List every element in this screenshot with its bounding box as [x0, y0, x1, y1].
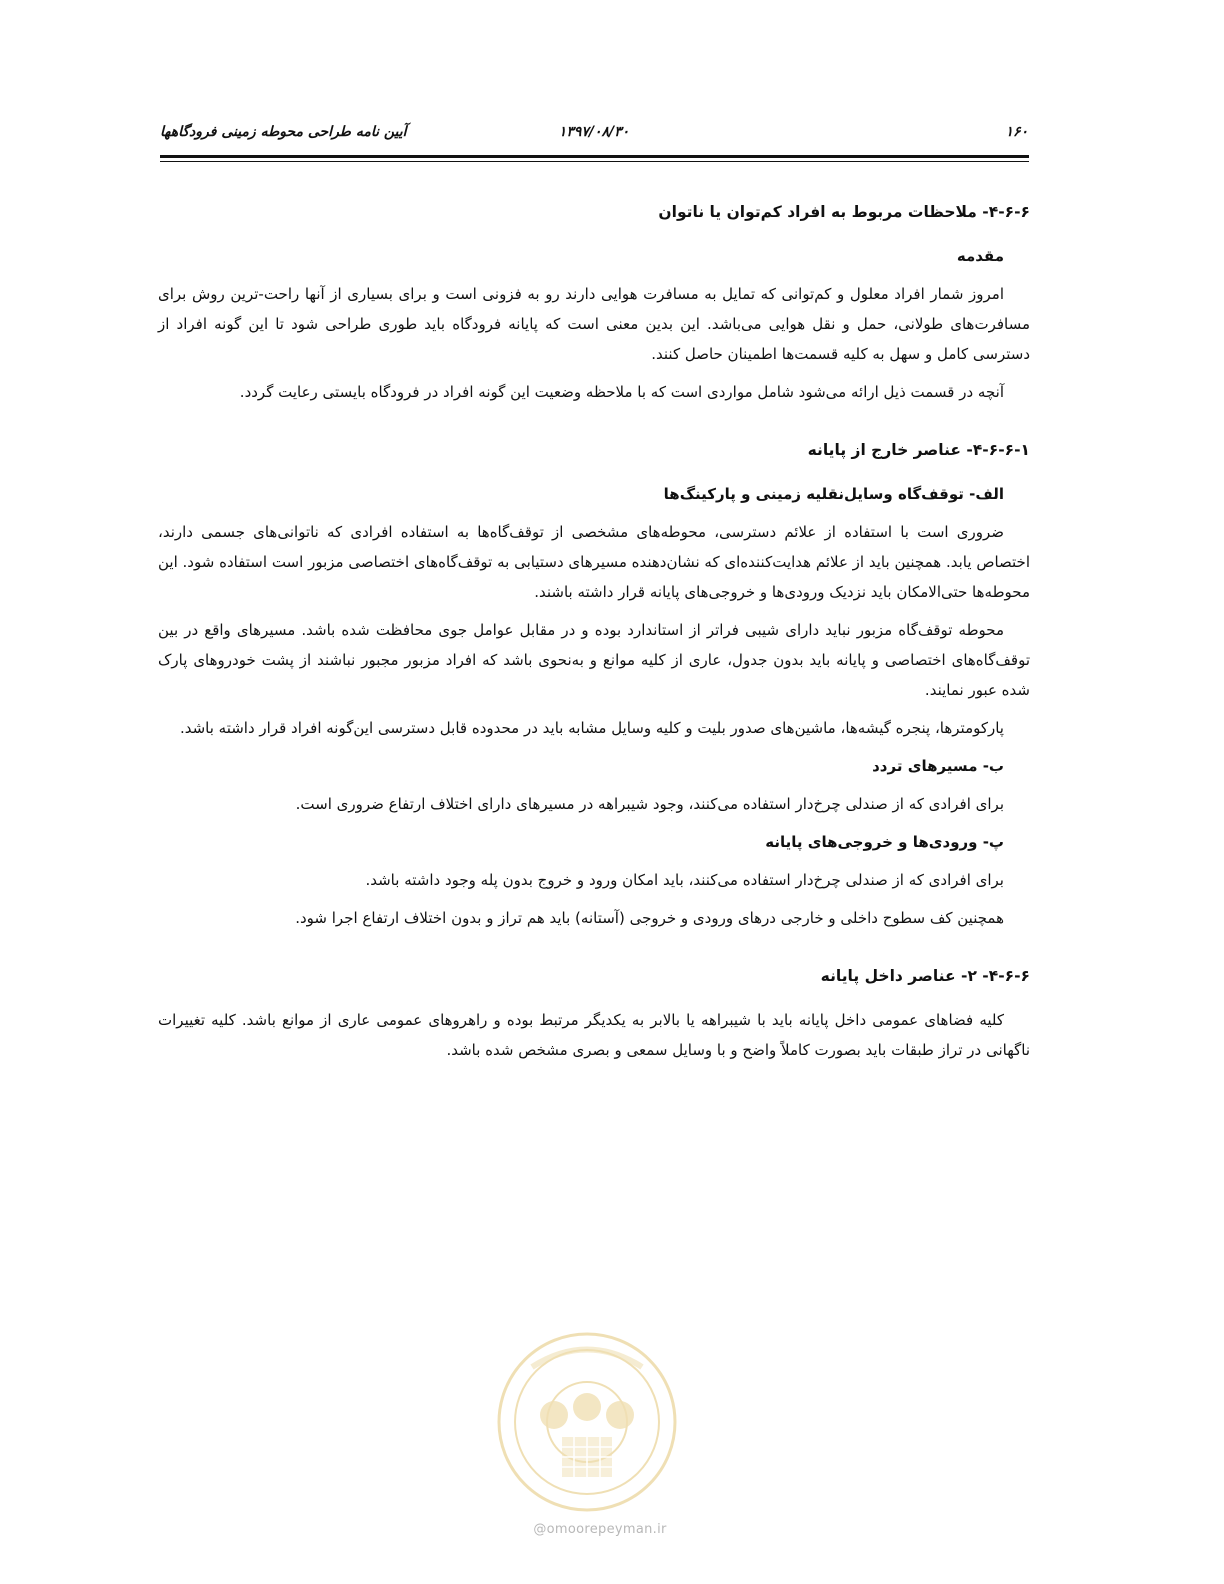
intro-heading: مقدمه — [956, 247, 1004, 265]
paragraph: همچنین کف سطوح داخلی و خارجی درهای ورودی و خروجی (آستانه) باید هم تراز و بدون اختلاف ارتفاع اجرا شود. — [295, 909, 1004, 927]
paragraph: پارکومترها، پنجره گیشه‌ها، ماشین‌های صدور بلیت و کلیه وسایل مشابه باید در محدوده قابل دسترسی این‌گونه افراد قرار داشته باشد. — [179, 719, 1004, 737]
subsection-heading: پ- ورودی‌ها و خروجی‌های پایانه — [765, 833, 1004, 851]
paragraph: محوطه توقف‌گاه مزبور نباید دارای شیبی فراتر از استاندارد بوده و در مقابل عوامل جوی محافظت شده باشد. مسیرهای واقع در بین توقف‌گاه‌های اختصاصی و پایانه باید بدون جدول، عاری از کلیه موانع و به‌نحوی باشد که افراد مزبور مجبور نباشند از پشت خودروهای پارک شده عبور نمایند. — [158, 621, 1030, 699]
document-title: آیین نامه طراحی محوطه زمینی فرودگاهها — [160, 124, 407, 140]
paragraph: برای افرادی که از صندلی چرخ‌دار استفاده می‌کنند، باید امکان ورود و خروج بدون پله وجود داشته باشد. — [365, 871, 1004, 889]
watermark-seal-icon — [492, 1327, 682, 1517]
header-date: ۱۳۹۷/۰۸/۳۰ — [558, 124, 630, 140]
section-heading: ۴-۶-۶- ۲- عناصر داخل پایانه — [820, 967, 1030, 985]
section-heading: ۴-۶-۶-۱- عناصر خارج از پایانه — [807, 441, 1030, 459]
section-heading: ۴-۶-۶- ملاحظات مربوط به افراد کم‌توان یا ناتوان — [658, 203, 1030, 221]
paragraph: امروز شمار افراد معلول و کم‌توانی که تمایل به مسافرت هوایی دارند رو به فزونی است و برای بسیاری از آنها راحت-ترین روش برای مسافرت‌های طولانی، حمل و نقل هوایی می‌باشد. این بدین معنی است که پایانه فرودگاه باید طوری طراحی شود تا این گونه افراد از دسترسی کامل و سهل به کلیه قسمت‌ها اطمینان حاصل کنند. — [158, 285, 1030, 363]
paragraph: آنچه در قسمت ذیل ارائه می‌شود شامل مواردی است که با ملاحظه وضعیت این گونه افراد در فرودگاه بایستی رعایت گردد. — [239, 383, 1004, 401]
subsection-heading: الف- توقف‌گاه وسایل‌نقلیه زمینی و پارکینگ‌ها — [663, 485, 1004, 503]
header-rule-thin — [160, 161, 1029, 162]
subsection-heading: ب- مسیرهای تردد — [872, 757, 1004, 775]
document-body — [158, 197, 1030, 1065]
paragraph: ضروری است با استفاده از علائم دسترسی، محوطه‌های مشخصی از توقف‌گاه‌ها به استفاده افرادی که ناتوانی‌های جسمی دارند، اختصاص یابد. همچنین باید از علائم هدایت‌کننده‌ای که نشان‌دهنده مسیرهای دستیابی به توقف‌گاه‌های اختصاصی مزبور است استفاده شود. این محوطه‌ها حتی‌الامکان باید نزدیک ورودی‌ها و خروجی‌های پایانه قرار داشته باشند. — [158, 523, 1030, 601]
paragraph: کلیه فضاهای عمومی داخل پایانه باید با شیبراهه یا بالابر به یکدیگر مرتبط بوده و راهروهای عمومی عاری از موانع باشد. کلیه تغییرات ناگهانی در تراز طبقات باید بصورت کاملاً واضح و با وسایل سمعی و بصری مشخص شده باشد. — [158, 1011, 1030, 1059]
header-rule-thick — [160, 155, 1029, 158]
page-header — [160, 119, 1028, 145]
watermark-url: @omoorepeyman.ir — [533, 1522, 667, 1537]
paragraph: برای افرادی که از صندلی چرخ‌دار استفاده می‌کنند، وجود شیبراهه در مسیرهای دارای اختلاف ارتفاع ضروری است. — [295, 795, 1004, 813]
page-number: ۱۶۰ — [1005, 124, 1028, 140]
